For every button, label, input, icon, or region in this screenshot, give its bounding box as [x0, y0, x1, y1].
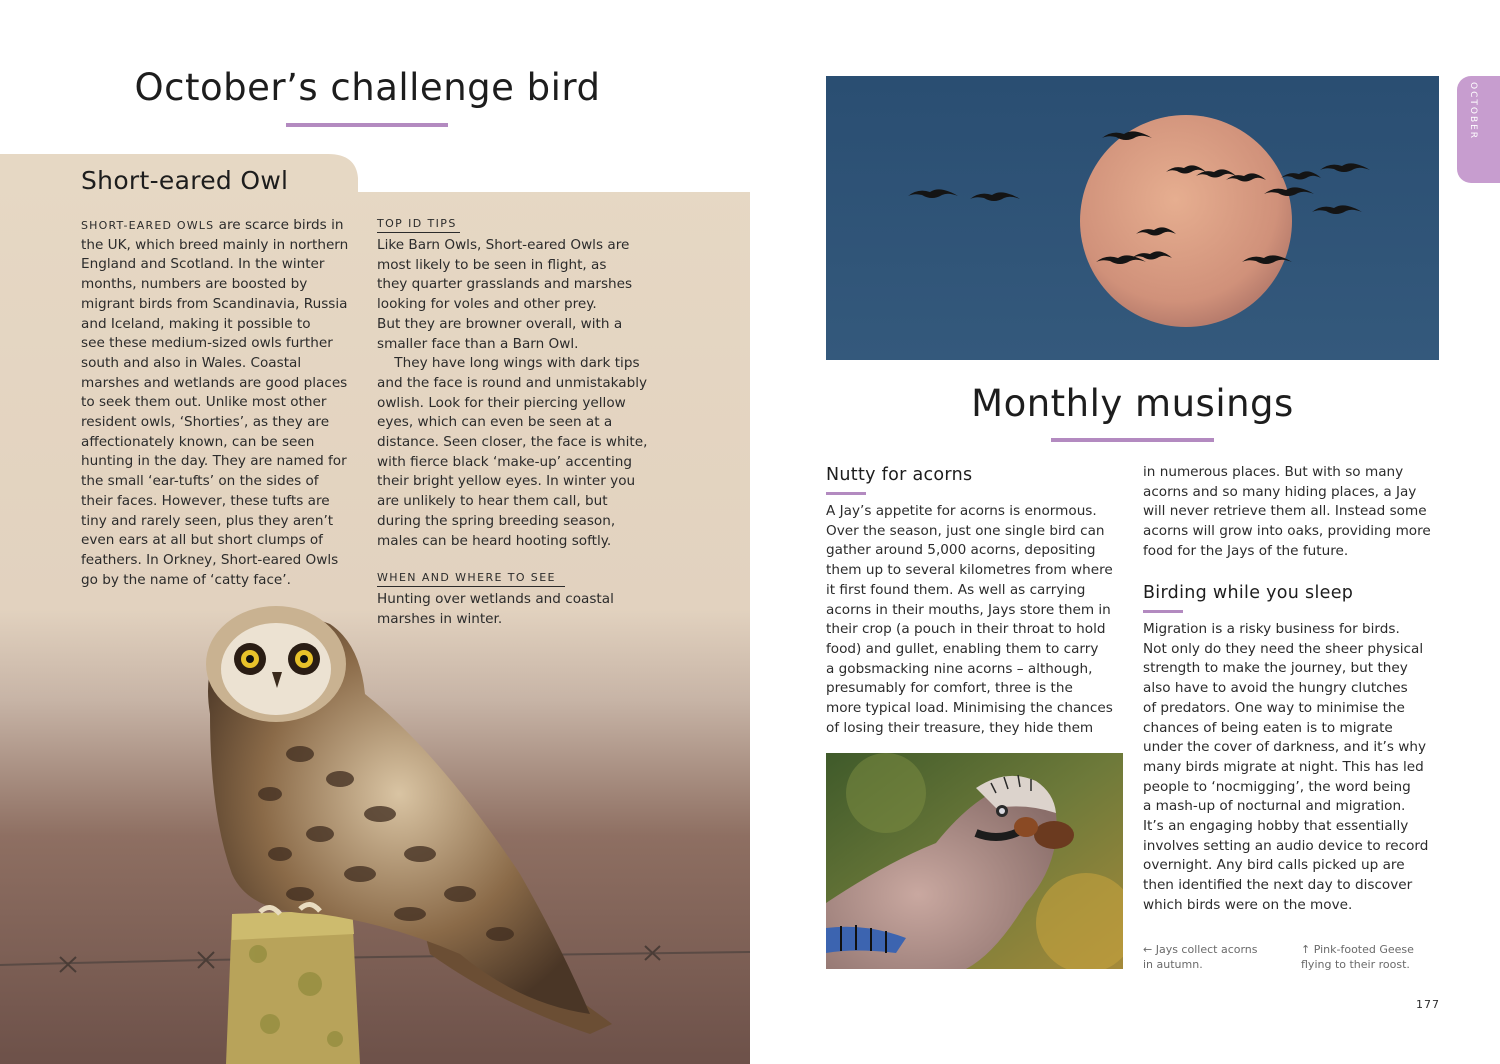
moon: [1080, 115, 1292, 327]
page-number: 177: [1416, 998, 1440, 1011]
species-heading: Short-eared Owl: [81, 166, 289, 195]
acorns-line: in numerous places. But with so many: [1143, 464, 1404, 480]
sleep-line: involves setting an audio device to record: [1143, 837, 1429, 854]
id-tips-line: with fierce black ‘make-up’ accenting: [377, 453, 632, 470]
intro-line: south and also in Wales. Coastal: [81, 354, 302, 371]
id-tips-line: They have long wings with dark tips: [377, 355, 640, 372]
id-tips-rule: [377, 232, 460, 233]
acorns-continued-text: [1143, 463, 1443, 562]
acorns-line: their crop (a pouch in their throat to hold: [826, 621, 1106, 638]
sleep-heading-rule: [1143, 610, 1183, 613]
sleep-line: then identified the next day to discover: [1143, 877, 1413, 894]
acorns-line: acorns will grow into oaks, providing more: [1143, 523, 1431, 540]
acorns-line: more typical load. Minimising the chances: [826, 700, 1113, 717]
acorns-line: of losing their treasure, they hide them: [826, 719, 1094, 736]
id-tips-line: eyes, which can even be seen at a: [377, 414, 613, 431]
sleep-line: Not only do they need the sheer physical: [1143, 640, 1424, 657]
acorns-line: food) and gullet, enabling them to carry: [826, 640, 1099, 657]
where-to-see-text: [377, 590, 667, 629]
intro-line: hunting in the day. They are named for: [81, 453, 347, 470]
intro-line: resident owls, ‘Shorties’, as they are: [81, 414, 330, 431]
id-tips-line: owlish. Look for their piercing yellow: [377, 394, 626, 411]
id-tips-line: looking for voles and other prey.: [377, 296, 597, 313]
intro-line: go by the name of ‘catty face’.: [81, 571, 291, 588]
sleep-heading: Birding while you sleep: [1143, 583, 1354, 603]
month-tab-label: OCTOBER: [1468, 82, 1478, 141]
sleep-line: chances of being eaten is to migrate: [1143, 719, 1393, 736]
species-intro-text: [81, 216, 361, 590]
sleep-line: a mash-up of nocturnal and migration.: [1143, 798, 1406, 815]
acorns-line: Over the season, just one single bird can: [826, 522, 1105, 539]
intro-line: feathers. In Orkney, Short-eared Owls: [81, 551, 339, 568]
acorns-heading: Nutty for acorns: [826, 465, 973, 485]
id-tips-line: But they are browner overall, with a: [377, 315, 623, 332]
intro-line: months, numbers are boosted by: [81, 276, 308, 293]
id-tips-line: Like Barn Owls, Short-eared Owls are: [377, 237, 630, 253]
acorns-line: gather around 5,000 acorns, depositing: [826, 542, 1096, 559]
acorns-heading-rule: [826, 492, 866, 495]
intro-line: their faces. However, these tufts are: [81, 492, 330, 509]
sleep-line: Migration is a risky business for birds.: [1143, 621, 1400, 637]
challenge-title-underline: [286, 123, 448, 127]
where-line: marshes in winter.: [377, 610, 503, 627]
where-line: Hunting over wetlands and coastal: [377, 591, 614, 607]
where-to-see-label: WHEN AND WHERE TO SEE: [377, 571, 556, 584]
sleep-line: which birds were on the move.: [1143, 896, 1353, 913]
acorns-text: [826, 502, 1126, 738]
acorns-line: acorns and so many hiding places, a Jay: [1143, 483, 1417, 500]
intro-line: to seek them out. Unlike most other: [81, 394, 327, 411]
jay-caption: [1143, 942, 1293, 972]
jay-photo: [826, 753, 1123, 969]
intro-line: the small ‘ear-tufts’ on the sides of: [81, 473, 319, 490]
intro-line: the UK, which breed mainly in northern: [81, 236, 349, 253]
id-tips-line: during the spring breeding season,: [377, 512, 616, 529]
sleep-line: It’s an engaging hobby that essentially: [1143, 818, 1409, 835]
id-tips-line: most likely to be seen in flight, as: [377, 256, 607, 273]
acorns-line: acorns in their mouths, Jays store them in: [826, 601, 1111, 618]
challenge-title: October’s challenge bird: [134, 66, 601, 109]
musings-title-underline: [1051, 438, 1214, 442]
acorns-line: food for the Jays of the future.: [1143, 542, 1349, 559]
intro-line: even ears at all but short clumps of: [81, 532, 323, 549]
id-tips-line: distance. Seen closer, the face is white,: [377, 434, 648, 451]
sleep-line: strength to make the journey, but they: [1143, 660, 1408, 677]
acorns-line: them up to several kilometres from where: [826, 562, 1113, 579]
sleep-text: [1143, 620, 1443, 916]
sleep-line: many birds migrate at night. This has led: [1143, 758, 1424, 775]
jay-caption-line: ← Jays collect acorns: [1143, 943, 1258, 956]
id-tips-line: they quarter grasslands and marshes: [377, 276, 633, 293]
musings-title: Monthly musings: [971, 382, 1294, 425]
id-tips-line: their bright yellow eyes. In winter you: [377, 473, 636, 490]
id-tips-line: males can be heard hooting softly.: [377, 532, 612, 549]
id-tips-line: and the face is round and unmistakably: [377, 374, 648, 391]
intro-line: England and Scotland. In the winter: [81, 256, 325, 273]
intro-line-1: SHORT-EARED OWLS are scarce birds in: [81, 217, 344, 233]
sleep-line: overnight. Any bird calls picked up are: [1143, 857, 1405, 874]
acorns-line: A Jay’s appetite for acorns is enormous.: [826, 503, 1097, 519]
acorns-line: will never retrieve them all. Instead some: [1143, 503, 1427, 520]
id-tips-label: TOP ID TIPS: [377, 217, 457, 230]
acorns-line: a gobsmacking nine acorns – although,: [826, 660, 1093, 677]
id-tips-line: are unlikely to hear them call, but: [377, 493, 608, 510]
geese-photo: [826, 76, 1439, 360]
sleep-line: also have to avoid the hungry clutches: [1143, 680, 1408, 697]
intro-lead: SHORT-EARED OWLS: [81, 219, 215, 232]
intro-line: tiny and rarely seen, plus they aren’t: [81, 512, 334, 529]
sleep-line: under the cover of darkness, and it’s why: [1143, 739, 1427, 756]
sleep-line: of predators. One way to minimise the: [1143, 699, 1405, 716]
geese-caption-line: ↑ Pink-footed Geese: [1301, 943, 1414, 956]
where-to-see-rule: [377, 586, 565, 587]
acorns-line: it first found them. As well as carrying: [826, 581, 1086, 598]
id-tips-text: [377, 236, 667, 551]
intro-line: see these medium-sized owls further: [81, 335, 333, 352]
geese-caption-line: flying to their roost.: [1301, 958, 1410, 971]
geese-caption: [1301, 942, 1451, 972]
id-tips-line: smaller face than a Barn Owl.: [377, 335, 579, 352]
jay-caption-line: in autumn.: [1143, 958, 1203, 971]
intro-line: marshes and wetlands are good places: [81, 374, 348, 391]
intro-line: migrant birds from Scandinavia, Russia: [81, 295, 348, 312]
intro-line: affectionately known, can be seen: [81, 433, 315, 450]
intro-line: and Iceland, making it possible to: [81, 315, 311, 332]
acorns-line: presumably for comfort, three is the: [826, 680, 1073, 697]
sleep-line: people to ‘nocmigging’, the word being: [1143, 778, 1411, 795]
